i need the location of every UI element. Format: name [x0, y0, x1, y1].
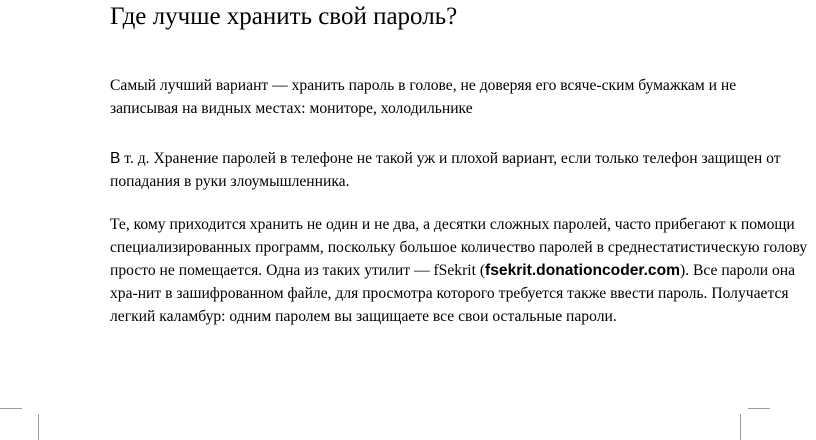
paragraph-3-line-1: Те, кому приходится хранить не один и не два, а десятки сложных паролей, часто прибегают к помощи	[110, 216, 795, 233]
paragraph-2-prefix: В	[110, 150, 121, 167]
crop-mark-right-vertical	[740, 414, 741, 440]
paragraph-3-line-3-before: просто не помещается. Одна из таких утилит — fSekrit (	[110, 262, 486, 279]
paragraph-1-line-1: Самый лучший вариант — хранить пароль в голове, не доверяя его всяче-ским бумажкам и не	[110, 77, 737, 94]
page-title: Где лучше хранить свой пароль?	[110, 3, 458, 30]
fsekrit-link[interactable]: fsekrit.donationcoder.com	[485, 262, 680, 279]
paragraph-2-line-2: попадания в руки злоумышленника.	[110, 173, 350, 190]
paragraph-3-line-4: хра-нит в зашифрованном файле, для просмотра которого требуется также ввести пароль. Получается	[110, 285, 789, 302]
paragraph-1-line-2: записывая на видных местах: мониторе, холодильнике	[110, 100, 473, 117]
paragraph-3-line-3-after: ). Все пароли она	[680, 262, 796, 279]
crop-mark-left-horizontal	[0, 408, 22, 409]
paragraph-3	[110, 213, 816, 328]
crop-mark-right-horizontal	[748, 408, 770, 409]
crop-mark-left-vertical	[38, 414, 39, 440]
paragraph-2-line-1: т. д. Хранение паролей в телефоне не такой уж и плохой вариант, если только телефон защищен от	[120, 150, 781, 167]
paragraph-3-line-5: легкий каламбур: одним паролем вы защищаете все свои остальные пароли.	[110, 308, 617, 325]
paragraph-3-line-2: специализированных программ, поскольку большое количество паролей в среднестатистическую голову	[110, 239, 808, 256]
paragraph-1	[110, 74, 816, 120]
paragraph-2	[110, 147, 816, 193]
